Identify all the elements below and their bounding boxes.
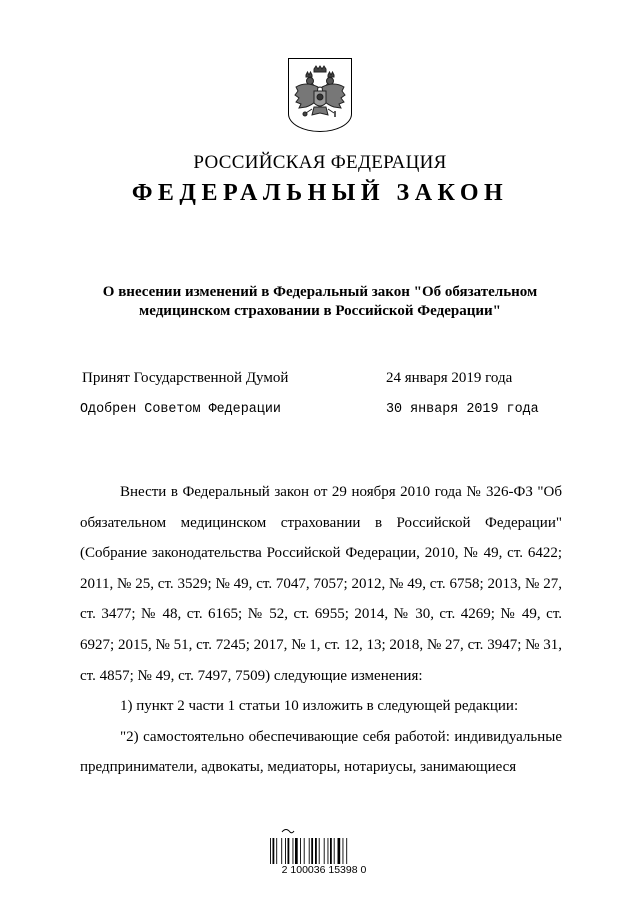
law-title (70, 283, 570, 321)
approved-date: 30 января 2019 года (386, 402, 539, 417)
adopted-date: 24 января 2019 года (386, 370, 513, 386)
country-heading: РОССИЙСКАЯ ФЕДЕРАЦИЯ (193, 152, 447, 173)
law-body (80, 477, 562, 783)
double-headed-eagle-icon (292, 63, 348, 127)
signature-mark (282, 830, 294, 833)
law-title-line-2: медицинском страховании в Российской Федерации" (139, 303, 501, 319)
body-paragraph-3: "2) самостоятельно обеспечивающие себя работой: индивидуальные предприниматели, адвокаты, медиаторы, нотариусы, занимающиеся (80, 728, 562, 776)
body-paragraph-2: 1) пункт 2 части 1 статьи 10 изложить в следующей редакции: (120, 698, 519, 715)
document-type-heading: ФЕДЕРАЛЬНЫЙ ЗАКОН (131, 180, 509, 206)
approved-by-council-label: Одобрен Советом Федерации (80, 402, 281, 417)
barcode-icon (268, 826, 378, 886)
barcode-number: 2 100036 15398 0 (281, 864, 367, 876)
adopted-by-duma-label: Принят Государственной Думой (82, 370, 289, 386)
state-emblem (288, 58, 352, 132)
law-title-line-1: О внесении изменений в Федеральный закон "Об обязательном (102, 284, 538, 300)
body-paragraph-1: Внести в Федеральный закон от 29 ноября 2010 года № 326-ФЗ "Об обязательном медицинском страховании в Российской Федерации" (Собрание законодательства Российской Федерации, 2010, № 49, ст. 6422; 2011, № 25, ст. 3529; № 49, ст. 7047, 7057; 2012, № 49, ст. 6758; 2013, № 27, ст. 3477; № 48, ст. 6165; № 52, ст. 6955; 2014, № 30, ст. 4269; № 49, ст. 6927; 2015, № 51, ст. 7245; 2017, № 1, ст. 12, 13; 2018, № 27, ст. 3947; № 31, ст. 4857; № 49, ст. 7497, 7509) следующие изменения: (80, 484, 562, 684)
